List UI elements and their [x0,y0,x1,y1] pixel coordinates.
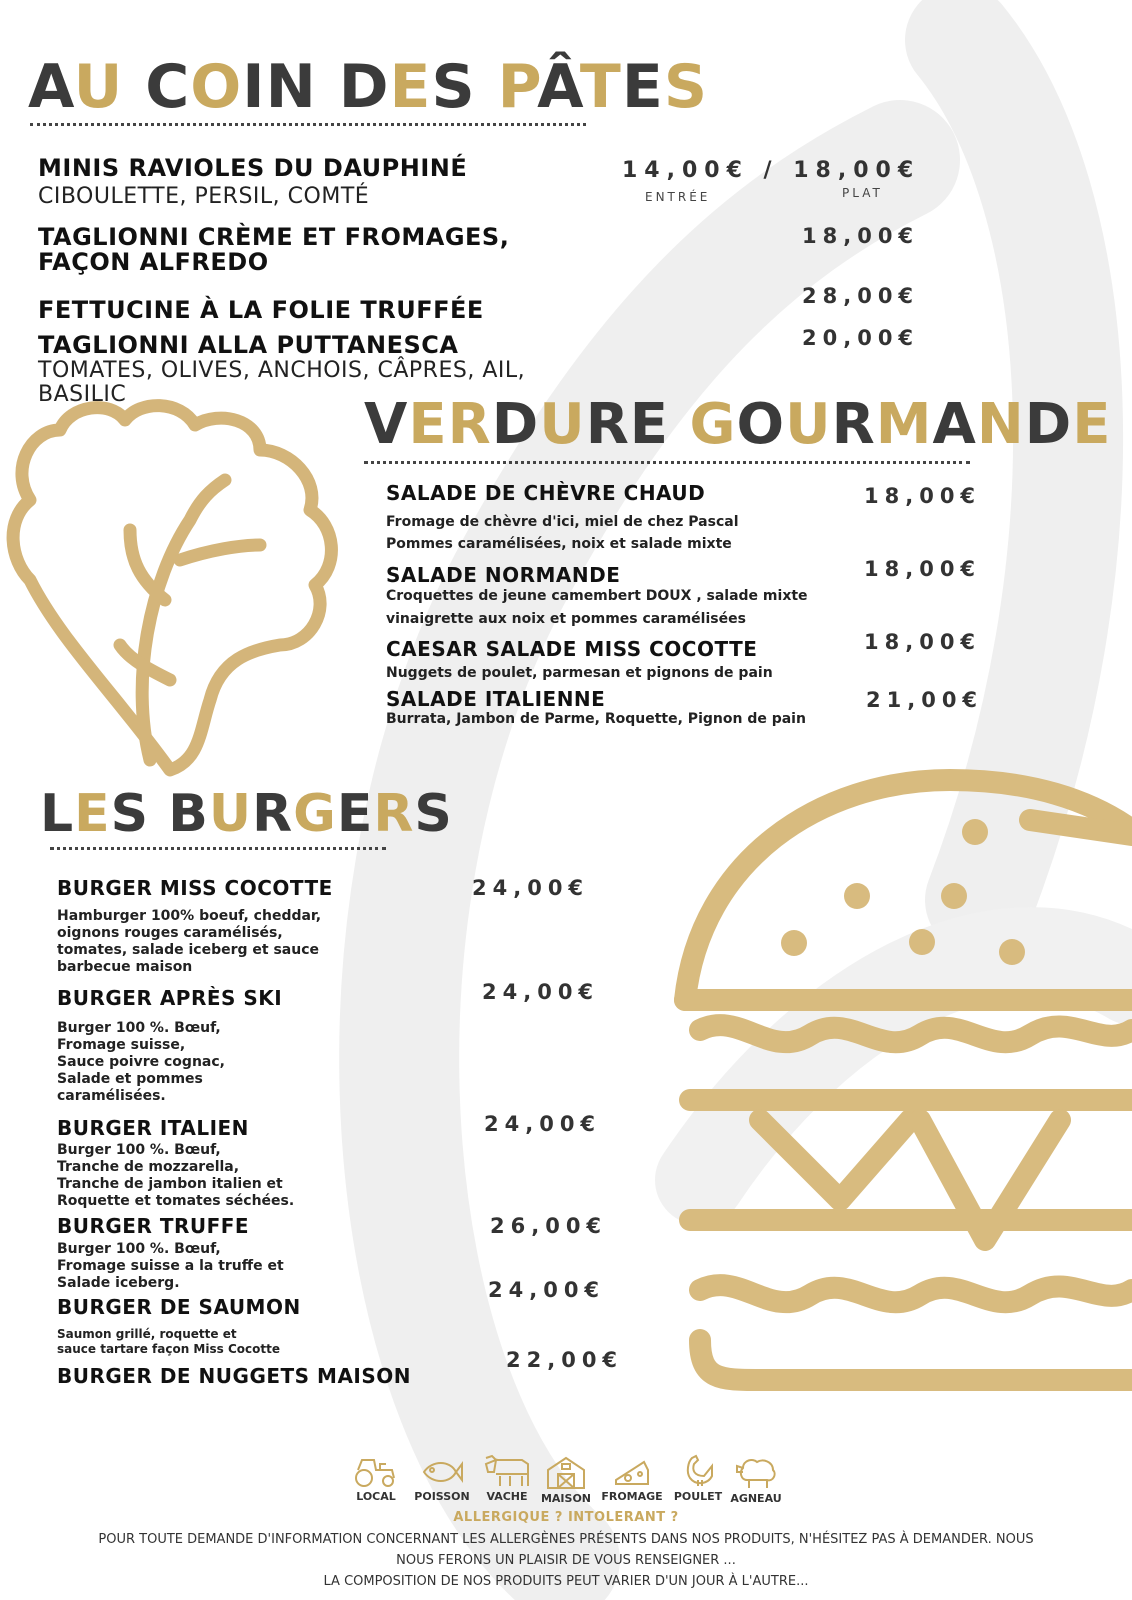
fish-icon [420,1456,464,1488]
section-divider [50,847,386,850]
menu-item-name: MINIS RAVIOLES DU DAUPHINÉ [38,154,468,182]
menu-item-name: FAÇON ALFREDO [38,248,269,276]
menu-item-name: SALADE DE CHÈVRE CHAUD [386,481,706,505]
menu-item-sub: BASILIC [38,382,127,407]
menu-item-desc: Nuggets de poulet, parmesan et pignons de pain [386,665,773,681]
menu-item-desc: Burger 100 %. Bœuf, Fromage suisse, Sauce poivre cognac, Salade et pommes caramélisées. [57,1020,225,1104]
footer-note: LA COMPOSITION DE NOS PRODUITS PEUT VARIER D'UN JOUR À L'AUTRE... [323,1574,809,1589]
menu-item-price: 24,00€ [482,980,600,1004]
tractor-icon [354,1456,398,1488]
menu-item-name: BURGER DE NUGGETS MAISON [57,1364,412,1388]
menu-item-price: 14,00€ / 18,00€ [622,158,921,183]
menu-item-name: FETTUCINE À LA FOLIE TRUFFÉE [38,296,484,324]
menu-item-price: 24,00€ [488,1278,606,1302]
cheese-icon [610,1456,654,1488]
menu-item-price: 20,00€ [802,326,920,350]
menu-item-name: BURGER MISS COCOTTE [57,876,333,900]
menu-item-desc: Saumon grillé, roquette et sauce tartare façon Miss Cocotte [57,1327,280,1356]
menu-item-price: 18,00€ [864,630,982,654]
legend-item: MAISON [531,1456,601,1505]
menu-item-price: 28,00€ [802,284,920,308]
section-title-verdure: VERDURE GOURMANDE [364,392,1112,457]
menu-item-price: 21,00€ [866,688,984,712]
menu-item-name: TAGLIONNI CRÈME ET FROMAGES, [38,223,510,251]
menu-item-desc: vinaigrette aux noix et pommes caramélisées [386,611,746,627]
menu-item-name: CAESAR SALADE MISS COCOTTE [386,637,758,661]
menu-item-desc: Hamburger 100% boeuf, cheddar, oignons rouges caramélisés, tomates, salade iceberg et sauce barbecue maison [57,908,322,975]
menu-item-name: BURGER DE SAUMON [57,1295,301,1319]
chicken-icon [678,1454,718,1488]
menu-item-desc: Pommes caramélisées, noix et salade mixte [386,536,732,552]
cow-icon [482,1452,532,1488]
menu-item-desc: Fromage de chèvre d'ici, miel de chez Pascal [386,514,739,530]
menu-item-name: SALADE NORMANDE [386,563,621,587]
menu-item-name: BURGER TRUFFE [57,1214,250,1238]
footer-note: NOUS FERONS UN PLAISIR DE VOUS RENSEIGNER ... [396,1553,736,1568]
menu-item-price: 26,00€ [490,1214,608,1238]
menu-item-desc: Burrata, Jambon de Parme, Roquette, Pignon de pain [386,711,806,727]
price-note-plat: PLAT [842,186,883,200]
lettuce-icon [13,406,331,770]
legend-item: POULET [663,1454,733,1503]
menu-item-price: 18,00€ [864,557,982,581]
menu-item-desc: Croquettes de jeune camembert DOUX , salade mixte [386,588,808,604]
legend-item: POISSON [407,1456,477,1503]
section-title-pates: AU COIN DES PÂTES [28,52,709,122]
menu-item-sub: CIBOULETTE, PERSIL, COMTÉ [38,184,370,209]
legend-item: FROMAGE [597,1456,667,1503]
section-title-burgers: LES BURGERS [40,784,453,844]
menu-item-sub: TOMATES, OLIVES, ANCHOIS, CÂPRES, AIL, [38,358,526,383]
menu-item-price: 24,00€ [484,1112,602,1136]
legend-item: LOCAL [341,1456,411,1503]
menu-item-price: 22,00€ [506,1348,624,1372]
menu-item-name: TAGLIONNI ALLA PUTTANESCA [38,331,459,359]
sheep-icon [733,1456,779,1490]
menu-item-price: 18,00€ [802,224,920,248]
legend-item: VACHE [472,1452,542,1503]
menu-item-name: BURGER APRÈS SKI [57,986,283,1010]
menu-item-price: 24,00€ [472,876,590,900]
legend-item: AGNEAU [721,1456,791,1505]
menu-item-name: BURGER ITALIEN [57,1116,249,1140]
section-divider [30,123,586,126]
background-script-stroke-3 [700,952,1132,1180]
barn-icon [544,1456,588,1490]
price-note-entree: ENTRÉE [645,190,711,204]
menu-item-desc: Burger 100 %. Bœuf, Tranche de mozzarella, Tranche de jambon italien et Roquette et tomates séchées. [57,1142,295,1209]
menu-item-price: 18,00€ [864,484,982,508]
footer-note: POUR TOUTE DEMANDE D'INFORMATION CONCERNANT LES ALLERGÈNES PRÉSENTS DANS NOS PRODUITS, N'HÉSITEZ PAS À DEMANDER. NOUS [98,1532,1034,1547]
menu-item-desc: Burger 100 %. Bœuf, Fromage suisse a la truffe et Salade iceberg. [57,1241,284,1291]
allergy-heading: ALLERGIQUE ? INTOLERANT ? [453,1510,679,1525]
section-divider [364,461,970,464]
menu-item-name: SALADE ITALIENNE [386,687,606,711]
